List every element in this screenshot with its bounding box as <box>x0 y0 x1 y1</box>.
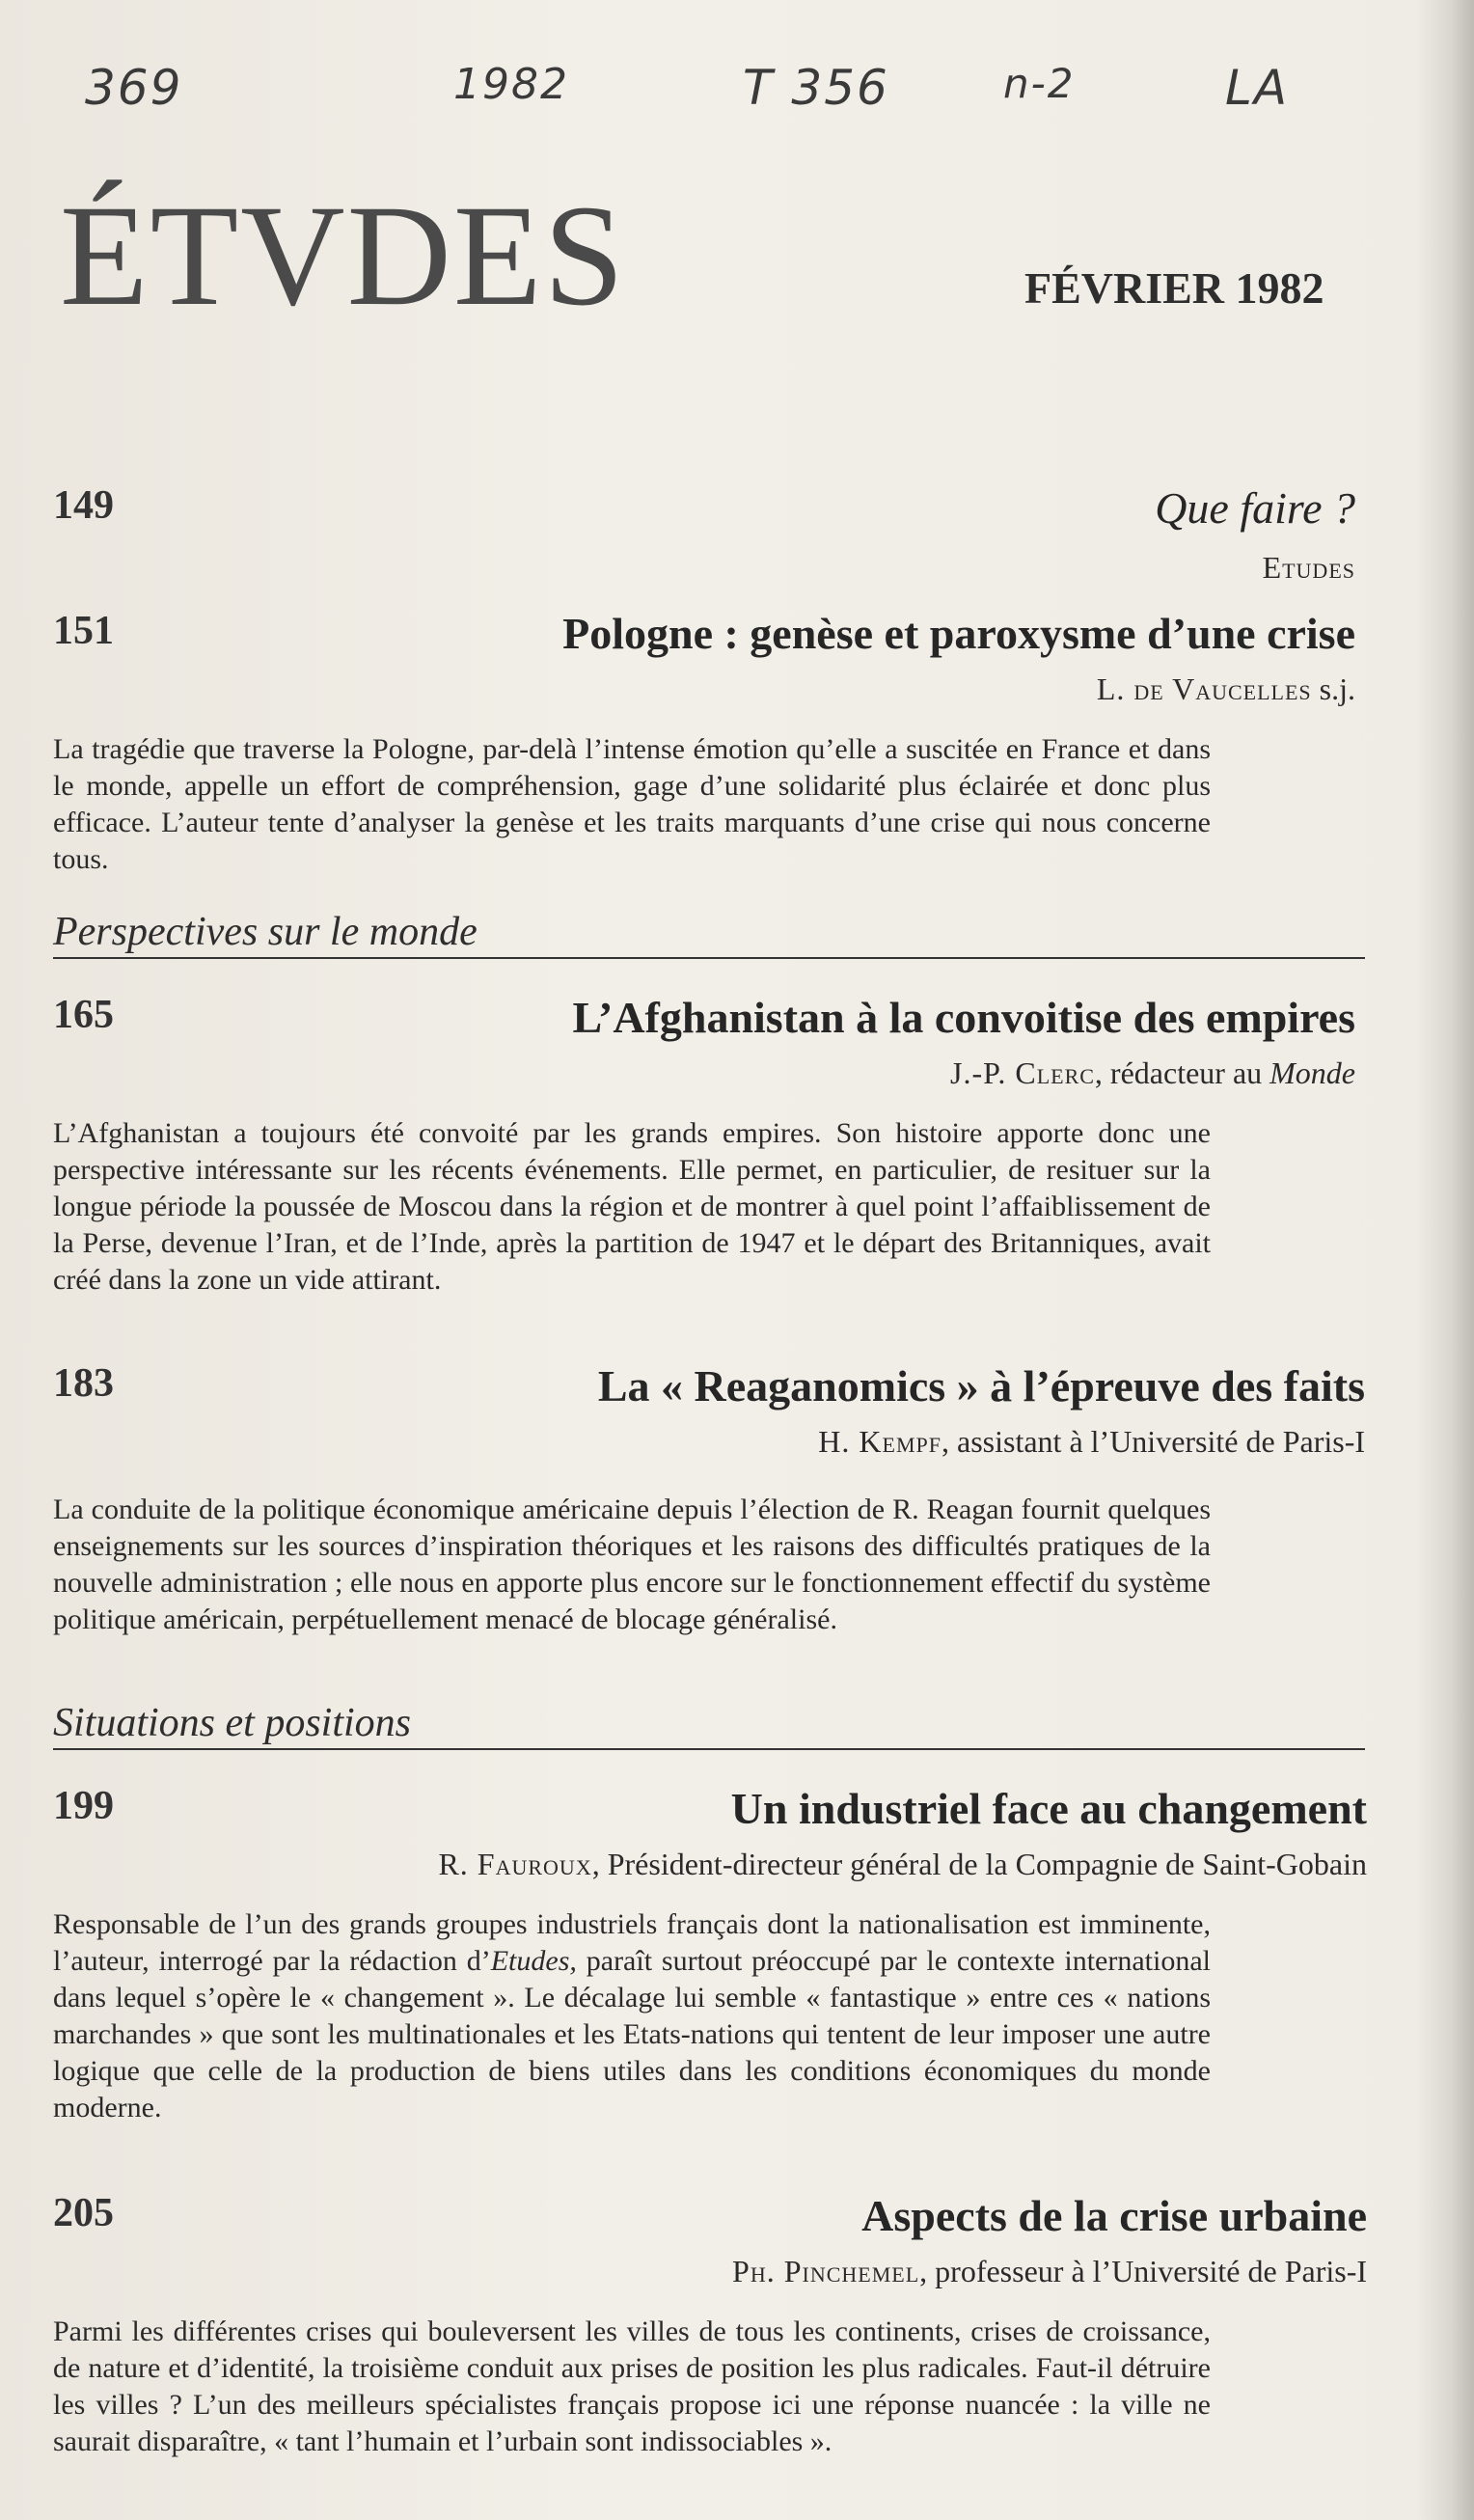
toc-entry <box>53 482 1355 589</box>
handwritten-mark: 369 <box>85 60 183 116</box>
article-title: Aspects de la crise urbaine <box>861 2191 1367 2240</box>
page-number: 183 <box>53 1361 114 1406</box>
author-role: , Président-directeur général de la Compagnie de Saint-Gobain <box>591 1847 1367 1881</box>
abstract-text: paraît surtout préoccupé par le contexte international dans lequel s’opère le « changement ». Le décalage lui semble « fantastique » entre ces « nations marchandes » que sont les multinationales et les Etats-nations qui tentent de leur imposer une autre logique que celle de la production de biens utiles dans les conditions économiques du monde moderne. <box>53 1945 1211 2123</box>
page-number: 205 <box>53 2191 114 2235</box>
page-number: 165 <box>53 993 114 1037</box>
author-name: L. de Vaucelles <box>1096 671 1312 706</box>
article-author <box>1097 671 1355 707</box>
article-author <box>438 1847 1367 1882</box>
journal-title: ÉTVDES <box>60 176 626 336</box>
article-abstract <box>53 1906 1211 2126</box>
binding-shadow <box>1416 0 1474 2520</box>
abstract-publication: Etudes, <box>490 1945 577 1977</box>
article-abstract: La tragédie que traverse la Pologne, par-delà l’intense émotion qu’elle a suscitée en France et dans le monde, appelle un effort de compréhension, gage d’une solidarité plus éclairée et donc plus efficace. L’auteur tente d’analyser la genèse et les traits marquants d’une crise qui nous concerne tous. <box>53 733 1211 875</box>
handwritten-number: n-2 <box>1003 60 1076 107</box>
article-title: La « Reaganomics » à l’épreuve des faits <box>597 1361 1365 1411</box>
article-author <box>1263 550 1355 586</box>
author-role: , professeur à l’Université de Paris-I <box>919 2254 1367 2288</box>
handwritten-volume: T 356 <box>743 60 889 116</box>
article-abstract: L’Afghanistan a toujours été convoité par les grands empires. Son histoire apporte donc une perspective intéressante sur les récents événements. Elle permet, en particulier, de resituer sur la longue période la poussée de Moscou dans la région et de montrer à quel point l’affaiblissement de la Perse, devenue l’Iran, et de l’Inde, après la partition de 1947 et le départ des Britanniques, avait créé dans la zone un vide attirant. <box>53 1117 1211 1296</box>
author-role: , assistant à l’Université de Paris-I <box>942 1424 1365 1459</box>
author-name: Ph. Pinchemel <box>732 2254 920 2288</box>
author-name: R. Fauroux <box>438 1847 592 1881</box>
handwritten-initials: LA <box>1225 60 1290 116</box>
toc-entry <box>53 2190 1367 2499</box>
article-title: L’Afghanistan à la convoitise des empires <box>572 993 1355 1042</box>
author-name: J.-P. Clerc <box>949 1055 1095 1090</box>
article-author <box>818 1424 1365 1460</box>
page-number: 149 <box>53 483 114 528</box>
abstract-text: Responsable de l’un des grands groupes industriels français dont la nationalisation est imminente, l’auteur, interrogé par la rédaction d’ <box>53 1908 1211 1977</box>
toc-entry <box>53 1783 1367 2169</box>
section-title: Perspectives sur le monde <box>53 910 478 954</box>
section-heading <box>53 909 1365 959</box>
issue-date: FÉVRIER 1982 <box>1024 263 1324 313</box>
section-title: Situations et positions <box>53 1701 412 1745</box>
author-publication: Monde <box>1269 1055 1355 1090</box>
article-title: Que faire ? <box>1155 483 1355 533</box>
page-number: 151 <box>53 609 114 653</box>
article-title: Pologne : genèse et paroxysme d’une crise <box>562 609 1355 658</box>
author-role: s.j. <box>1311 671 1355 706</box>
handwritten-year: 1982 <box>453 60 569 109</box>
author-name: H. Kempf <box>818 1424 942 1459</box>
toc-entry <box>53 608 1355 897</box>
page-number: 199 <box>53 1784 114 1828</box>
section-heading <box>53 1700 1365 1750</box>
author-name: Etudes <box>1262 550 1355 585</box>
article-abstract: Parmi les différentes crises qui bouleversent les villes de tous les continents, crises de croissance, de nature et d’identité, la troisième conduit aux prises de position les plus radicales. Faut-il détruire les villes ? L’un des meilleurs spécialistes français propose ici une réponse nuancée : la ville ne saurait disparaître, « tant l’humain et l’urbain sont indissociables ». <box>53 2315 1211 2457</box>
article-author <box>732 2254 1367 2289</box>
article-title: Un industriel face au changement <box>730 1784 1367 1833</box>
article-abstract: La conduite de la politique économique américaine depuis l’élection de R. Reagan fournit quelques enseignements sur les sources d’inspiration théoriques et les raisons des difficultés pratiques de la nouvelle administration ; elle nous en apporte plus encore sur le fonctionnement effectif du système politique américain, perpétuellement menacé de blocage généralisé. <box>53 1493 1211 1635</box>
toc-entry <box>53 1360 1365 1679</box>
author-role: , rédacteur au <box>1094 1055 1270 1090</box>
article-author <box>950 1055 1355 1091</box>
toc-entry <box>53 992 1355 1339</box>
